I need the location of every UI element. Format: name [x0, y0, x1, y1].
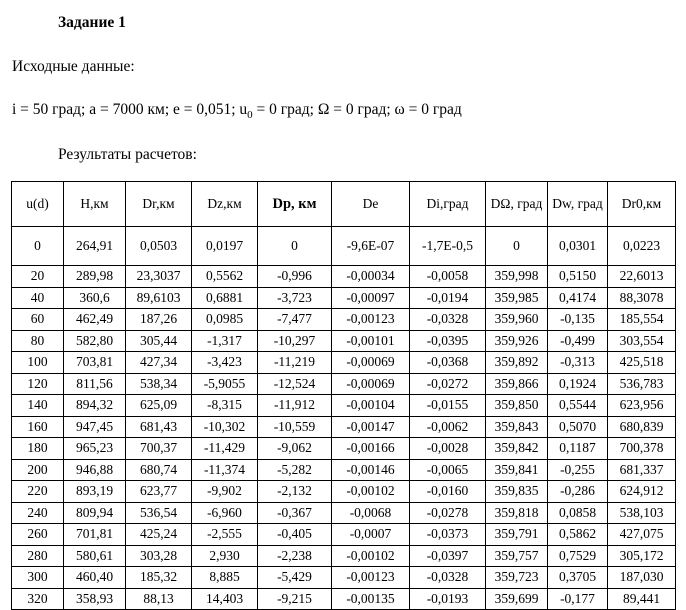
- cell-dr: 305,44: [126, 330, 192, 352]
- cell-h: 893,19: [64, 481, 126, 503]
- cell-dr0: 681,337: [608, 459, 676, 481]
- cell-domega: 359,791: [486, 524, 548, 546]
- cell-dp: -9,062: [258, 438, 332, 460]
- cell-h: 264,91: [64, 227, 126, 266]
- cell-dr: 425,24: [126, 524, 192, 546]
- cell-dr: 23,3037: [126, 266, 192, 288]
- cell-domega: 359,818: [486, 502, 548, 524]
- cell-dr: 427,34: [126, 352, 192, 374]
- cell-dz: 8,885: [192, 567, 258, 589]
- cell-de: -0,00104: [332, 395, 410, 417]
- cell-dr0: 22,6013: [608, 266, 676, 288]
- cell-dw: -0,255: [548, 459, 608, 481]
- cell-de: -0,00147: [332, 416, 410, 438]
- cell-u: 220: [12, 481, 64, 503]
- results-label: Результаты расчетов:: [58, 146, 197, 163]
- cell-dr: 681,43: [126, 416, 192, 438]
- cell-de: -0,00069: [332, 373, 410, 395]
- cell-dp: -11,912: [258, 395, 332, 417]
- cell-di: -0,0397: [410, 545, 486, 567]
- cell-dw: 0,0301: [548, 227, 608, 266]
- column-header-dz: Dz,км: [192, 182, 258, 227]
- cell-dz: 0,5562: [192, 266, 258, 288]
- cell-de: -0,00097: [332, 287, 410, 309]
- cell-dr0: 538,103: [608, 502, 676, 524]
- params-subscript: 0: [247, 109, 253, 122]
- cell-di: -0,0278: [410, 502, 486, 524]
- cell-dz: -11,429: [192, 438, 258, 460]
- cell-u: 260: [12, 524, 64, 546]
- cell-dr: 88,13: [126, 588, 192, 610]
- cell-di: -0,0328: [410, 309, 486, 331]
- column-header-h: H,км: [64, 182, 126, 227]
- cell-dr0: 305,172: [608, 545, 676, 567]
- table-row: [12, 352, 676, 374]
- cell-dr0: 623,956: [608, 395, 676, 417]
- cell-domega: 359,835: [486, 481, 548, 503]
- table-row: [12, 416, 676, 438]
- cell-dr: 625,09: [126, 395, 192, 417]
- page-title: Задание 1: [58, 14, 126, 31]
- params-text-start: i = 50 град; a = 7000 км; e = 0,051; u: [12, 101, 248, 118]
- cell-dr: 185,32: [126, 567, 192, 589]
- cell-di: -0,0058: [410, 266, 486, 288]
- table-row: [12, 287, 676, 309]
- cell-de: -0,00135: [332, 588, 410, 610]
- cell-dw: 0,0858: [548, 502, 608, 524]
- cell-domega: 359,850: [486, 395, 548, 417]
- cell-h: 460,40: [64, 567, 126, 589]
- cell-dz: -5,9055: [192, 373, 258, 395]
- cell-domega: 359,998: [486, 266, 548, 288]
- cell-dw: -0,177: [548, 588, 608, 610]
- cell-dp: -3,723: [258, 287, 332, 309]
- cell-di: -0,0065: [410, 459, 486, 481]
- table-header: [12, 182, 676, 227]
- cell-dr: 89,6103: [126, 287, 192, 309]
- cell-de: -0,00069: [332, 352, 410, 374]
- cell-u: 40: [12, 287, 64, 309]
- cell-di: -0,0395: [410, 330, 486, 352]
- cell-dz: -6,960: [192, 502, 258, 524]
- cell-di: -0,0160: [410, 481, 486, 503]
- table-row: [12, 330, 676, 352]
- cell-u: 120: [12, 373, 64, 395]
- cell-dz: -2,555: [192, 524, 258, 546]
- cell-dp: -2,132: [258, 481, 332, 503]
- cell-dr: 0,0503: [126, 227, 192, 266]
- table-row: [12, 266, 676, 288]
- cell-h: 809,94: [64, 502, 126, 524]
- table-row: [12, 438, 676, 460]
- cell-dz: -1,317: [192, 330, 258, 352]
- table-row: [12, 309, 676, 331]
- table-row: [12, 545, 676, 567]
- cell-dp: -5,429: [258, 567, 332, 589]
- cell-dr0: 427,075: [608, 524, 676, 546]
- cell-h: 358,93: [64, 588, 126, 610]
- column-header-dw: Dw, град: [548, 182, 608, 227]
- cell-u: 160: [12, 416, 64, 438]
- cell-dr0: 88,3078: [608, 287, 676, 309]
- table-row: [12, 524, 676, 546]
- cell-di: -0,0028: [410, 438, 486, 460]
- column-header-domega: DΩ, град: [486, 182, 548, 227]
- column-header-dp: Dp, км: [258, 182, 332, 227]
- cell-domega: 359,842: [486, 438, 548, 460]
- cell-dr0: 303,554: [608, 330, 676, 352]
- cell-di: -1,7Е-0,5: [410, 227, 486, 266]
- cell-domega: 359,866: [486, 373, 548, 395]
- cell-dp: 0: [258, 227, 332, 266]
- cell-dw: 0,5544: [548, 395, 608, 417]
- cell-di: -0,0155: [410, 395, 486, 417]
- cell-dw: 0,5070: [548, 416, 608, 438]
- cell-di: -0,0193: [410, 588, 486, 610]
- cell-dw: 0,1187: [548, 438, 608, 460]
- cell-dp: -0,405: [258, 524, 332, 546]
- cell-u: 240: [12, 502, 64, 524]
- table-row: [12, 481, 676, 503]
- table-row: [12, 373, 676, 395]
- cell-h: 289,98: [64, 266, 126, 288]
- cell-dr0: 700,378: [608, 438, 676, 460]
- column-header-di: Di,град: [410, 182, 486, 227]
- cell-h: 703,81: [64, 352, 126, 374]
- cell-h: 701,81: [64, 524, 126, 546]
- cell-h: 947,45: [64, 416, 126, 438]
- cell-u: 20: [12, 266, 64, 288]
- column-header-de: De: [332, 182, 410, 227]
- cell-domega: 359,841: [486, 459, 548, 481]
- cell-de: -0,0068: [332, 502, 410, 524]
- cell-dr0: 187,030: [608, 567, 676, 589]
- cell-u: 60: [12, 309, 64, 331]
- table-header-row: [12, 182, 676, 227]
- cell-u: 180: [12, 438, 64, 460]
- params-text-end: = 0 град; Ω = 0 град; ω = 0 град: [252, 101, 462, 118]
- cell-dw: 0,3705: [548, 567, 608, 589]
- cell-dp: -11,219: [258, 352, 332, 374]
- cell-u: 320: [12, 588, 64, 610]
- initial-parameters-line: [12, 101, 462, 121]
- cell-de: -0,00123: [332, 567, 410, 589]
- cell-domega: 359,723: [486, 567, 548, 589]
- cell-dw: -0,313: [548, 352, 608, 374]
- cell-dr0: 0,0223: [608, 227, 676, 266]
- cell-dr0: 89,441: [608, 588, 676, 610]
- cell-dw: 0,4174: [548, 287, 608, 309]
- cell-dp: -2,238: [258, 545, 332, 567]
- cell-h: 894,32: [64, 395, 126, 417]
- cell-dr0: 624,912: [608, 481, 676, 503]
- cell-h: 360,6: [64, 287, 126, 309]
- cell-h: 811,56: [64, 373, 126, 395]
- cell-dw: 0,1924: [548, 373, 608, 395]
- cell-dp: -10,297: [258, 330, 332, 352]
- cell-dr0: 536,783: [608, 373, 676, 395]
- cell-u: 280: [12, 545, 64, 567]
- cell-h: 946,88: [64, 459, 126, 481]
- cell-u: 300: [12, 567, 64, 589]
- cell-de: -0,00101: [332, 330, 410, 352]
- cell-dp: -9,215: [258, 588, 332, 610]
- cell-de: -0,00034: [332, 266, 410, 288]
- cell-dw: -0,499: [548, 330, 608, 352]
- cell-dw: 0,5862: [548, 524, 608, 546]
- table-body: [12, 227, 676, 610]
- cell-dr0: 425,518: [608, 352, 676, 374]
- cell-de: -0,00102: [332, 481, 410, 503]
- cell-de: -0,00166: [332, 438, 410, 460]
- cell-di: -0,0062: [410, 416, 486, 438]
- cell-dz: -10,302: [192, 416, 258, 438]
- cell-di: -0,0368: [410, 352, 486, 374]
- cell-domega: 359,843: [486, 416, 548, 438]
- cell-dz: 0,6881: [192, 287, 258, 309]
- cell-dr: 303,28: [126, 545, 192, 567]
- cell-h: 462,49: [64, 309, 126, 331]
- cell-dz: 2,930: [192, 545, 258, 567]
- cell-de: -0,00146: [332, 459, 410, 481]
- cell-dr: 680,74: [126, 459, 192, 481]
- cell-domega: 359,699: [486, 588, 548, 610]
- cell-dz: 0,0197: [192, 227, 258, 266]
- cell-dr: 623,77: [126, 481, 192, 503]
- cell-dp: -12,524: [258, 373, 332, 395]
- cell-di: -0,0328: [410, 567, 486, 589]
- cell-dz: -11,374: [192, 459, 258, 481]
- cell-dp: -0,996: [258, 266, 332, 288]
- table-row: [12, 459, 676, 481]
- cell-dr: 536,54: [126, 502, 192, 524]
- cell-dz: 0,0985: [192, 309, 258, 331]
- cell-dw: 0,5150: [548, 266, 608, 288]
- cell-di: -0,0373: [410, 524, 486, 546]
- cell-dr0: 185,554: [608, 309, 676, 331]
- cell-u: 100: [12, 352, 64, 374]
- cell-domega: 359,985: [486, 287, 548, 309]
- cell-domega: 359,926: [486, 330, 548, 352]
- cell-dp: -0,367: [258, 502, 332, 524]
- cell-dw: -0,135: [548, 309, 608, 331]
- cell-domega: 359,892: [486, 352, 548, 374]
- table-row: [12, 588, 676, 610]
- table-row: [12, 227, 676, 266]
- cell-dp: -10,559: [258, 416, 332, 438]
- column-header-dr0: Dr0,км: [608, 182, 676, 227]
- cell-de: -0,00102: [332, 545, 410, 567]
- cell-h: 965,23: [64, 438, 126, 460]
- cell-domega: 359,960: [486, 309, 548, 331]
- cell-domega: 0: [486, 227, 548, 266]
- cell-h: 582,80: [64, 330, 126, 352]
- cell-dz: -3,423: [192, 352, 258, 374]
- table-row: [12, 395, 676, 417]
- cell-u: 140: [12, 395, 64, 417]
- cell-di: -0,0272: [410, 373, 486, 395]
- cell-dp: -5,282: [258, 459, 332, 481]
- column-header-u: u(d): [12, 182, 64, 227]
- cell-dz: -8,315: [192, 395, 258, 417]
- cell-de: -0,0007: [332, 524, 410, 546]
- cell-u: 0: [12, 227, 64, 266]
- cell-dz: -9,902: [192, 481, 258, 503]
- cell-dp: -7,477: [258, 309, 332, 331]
- column-header-dr: Dr,км: [126, 182, 192, 227]
- cell-dr: 700,37: [126, 438, 192, 460]
- table-row: [12, 567, 676, 589]
- results-table: [11, 181, 676, 610]
- cell-de: -9,6Е-07: [332, 227, 410, 266]
- table-row: [12, 502, 676, 524]
- cell-u: 80: [12, 330, 64, 352]
- cell-domega: 359,757: [486, 545, 548, 567]
- cell-dw: -0,286: [548, 481, 608, 503]
- initial-data-label: Исходные данные:: [12, 58, 135, 75]
- cell-dr: 187,26: [126, 309, 192, 331]
- cell-di: -0,0194: [410, 287, 486, 309]
- cell-u: 200: [12, 459, 64, 481]
- cell-de: -0,00123: [332, 309, 410, 331]
- cell-dr0: 680,839: [608, 416, 676, 438]
- cell-dr: 538,34: [126, 373, 192, 395]
- cell-dz: 14,403: [192, 588, 258, 610]
- cell-h: 580,61: [64, 545, 126, 567]
- cell-dw: 0,7529: [548, 545, 608, 567]
